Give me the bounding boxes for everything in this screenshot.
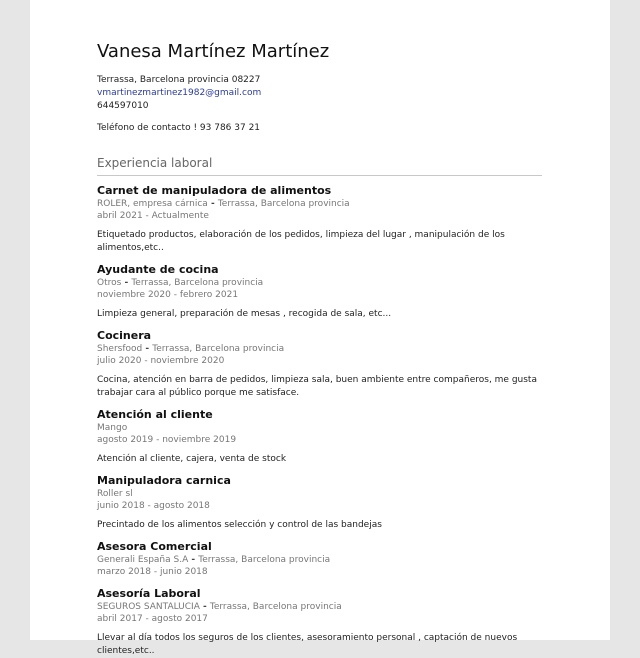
job-title: Manipuladora carnica	[97, 474, 231, 487]
experience-section-title: Experiencia laboral	[97, 155, 542, 176]
job-company: SEGUROS SANTALUCIA	[97, 602, 200, 612]
job-dates: marzo 2018 - junio 2018	[97, 567, 208, 577]
job-company-line	[97, 277, 542, 289]
job-company: Generali España S.A	[97, 555, 189, 565]
job-entry	[97, 540, 542, 579]
separator: -	[199, 602, 210, 612]
job-description: Etiquetado productos, elaboración de los pedidos, limpieza del lugar , manipulación de los alimentos,etc..	[97, 230, 505, 253]
job-entry	[97, 329, 542, 400]
job-title: Cocinera	[97, 329, 152, 342]
job-dates: julio 2020 - noviembre 2020	[97, 356, 225, 366]
job-location: Terrassa, Barcelona provincia	[152, 344, 285, 354]
contact-phone: Teléfono de contacto ! 93 786 37 21	[97, 123, 261, 133]
phone: 644597010	[97, 101, 149, 111]
job-entry	[97, 263, 542, 321]
job-company: Shersfood	[97, 344, 143, 354]
job-company: Otros	[97, 278, 122, 288]
job-entry	[97, 474, 542, 532]
job-dates: junio 2018 - agosto 2018	[97, 501, 210, 511]
job-entry	[97, 408, 542, 466]
candidate-name: Vanesa Martínez Martínez	[97, 41, 330, 62]
separator: -	[207, 199, 218, 209]
job-title: Carnet de manipuladora de alimentos	[97, 184, 332, 197]
job-dates: noviembre 2020 - febrero 2021	[97, 290, 239, 300]
separator: -	[142, 344, 153, 354]
job-title: Atención al cliente	[97, 408, 213, 421]
job-title: Asesoría Laboral	[97, 587, 201, 600]
separator: -	[121, 278, 132, 288]
job-company-line	[97, 601, 542, 613]
resume-page	[30, 0, 610, 656]
job-description: Cocina, atención en barra de pedidos, limpieza sala, buen ambiente entre compañeros, me gusta trabajar cara al público porque me satisface.	[97, 375, 537, 398]
job-company-line	[97, 198, 542, 210]
job-description: Limpieza general, preparación de mesas , recogida de sala, etc...	[97, 309, 392, 319]
job-company-line	[97, 343, 542, 355]
job-location: Terrassa, Barcelona provincia	[198, 555, 331, 565]
job-company: Mango	[97, 423, 128, 433]
job-company-line	[97, 488, 542, 500]
job-location: Terrassa, Barcelona provincia	[209, 602, 342, 612]
job-description: Llevar al día todos los seguros de los clientes, asesoramiento personal , captación de nuevos clientes,etc..	[97, 633, 518, 656]
job-dates: agosto 2019 - noviembre 2019	[97, 435, 237, 445]
job-entry	[97, 184, 542, 255]
job-title: Asesora Comercial	[97, 540, 212, 553]
job-dates: abril 2021 - Actualmente	[97, 211, 209, 221]
job-company: ROLER, empresa cárnica	[97, 199, 208, 209]
location: Terrassa, Barcelona provincia 08227	[97, 75, 261, 85]
job-company-line	[97, 554, 542, 566]
job-location: Terrassa, Barcelona provincia	[131, 278, 264, 288]
job-description: Atención al cliente, cajera, venta de stock	[97, 454, 287, 464]
email-link[interactable]: vmartinezmartinez1982@gmail.com	[97, 88, 262, 98]
separator: -	[188, 555, 199, 565]
job-description: Precintado de los alimentos selección y control de las bandejas	[97, 520, 382, 530]
job-company: Roller sl	[97, 489, 133, 499]
experience-list	[97, 184, 542, 658]
job-entry	[97, 587, 542, 658]
job-dates: abril 2017 - agosto 2017	[97, 614, 208, 624]
job-location: Terrassa, Barcelona provincia	[217, 199, 350, 209]
job-company-line	[97, 422, 542, 434]
job-title: Ayudante de cocina	[97, 263, 219, 276]
